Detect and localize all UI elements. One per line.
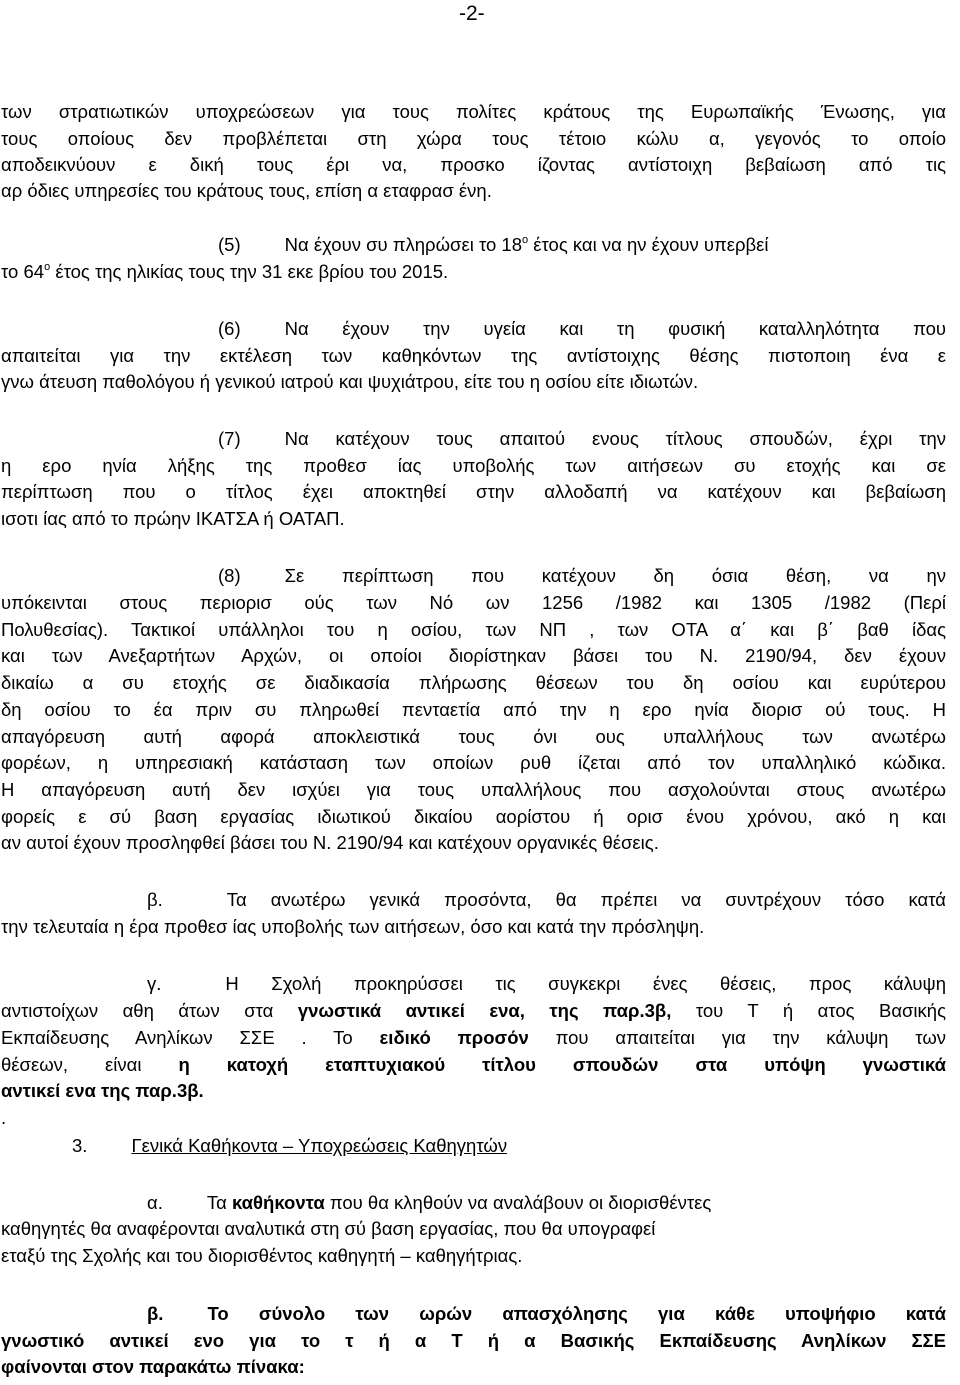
item-g-line: αντιστοίχων αθη άτων στα γνωστικά αντικεί ενα, της παρ.3β, του Τ ή ατος Βασικής [1,1000,946,1021]
item-6-line: απαιτείται για την εκτέλεση των καθηκόντων της αντίστοιχης θέσης πιστοποιη ένα ε [1,345,946,366]
item-b2-line: γνωστικό αντικεί ενο για το τ ή α Τ ή α Βασικής Εκπαίδευσης Ανηλίκων ΣΣΕ [1,1330,946,1351]
stray-dot: . [1,1107,7,1128]
item-6-number: (6) [218,318,241,339]
item-5-line: (5) Να έχουν συ πληρώσει το $18^o$ έτος και να ην έχουν υπερβεί [218,233,769,255]
item-8-line: αν αυτοί έχουν προσληφθεί βάσει του Ν. 2190/94 και κατέχουν οργανικές θέσεις. [1,832,659,853]
section-3-title: Γενικά Καθήκοντα – Υποχρεώσεις Καθηγητών [131,1135,508,1156]
item-8-line: φορείς ε σύ βαση εργασίας ιδιωτικού δικαίου αορίστου ή ορισ ένου χρόνου, ακό η και [1,806,946,827]
item-8-line: και των Ανεξαρτήτων Αρχών, οι οποίοι διορίστηκαν βάσει του Ν. 2190/94, δεν έχουν [1,645,946,666]
item-8-line: δικαίω α συ ετοχής σε διαδικασία πλήρωσης θέσεων του δη οσίου και ευρύτερου [1,672,946,693]
item-7-line: (7) Να κατέχουν τους απαιτού ενους τίτλους σπουδών, έχρι την [218,428,946,449]
item-7-line: περίπτωση που ο τίτλος έχει αποκτηθεί στην αλλοδαπή να κατέχουν και βεβαίωση [1,481,946,502]
item-8-line: φορέων, η υπηρεσιακή κατάσταση των οποίων ρυθ ίζεται από τον υπαλληλικό κώδικα. [1,752,946,773]
item-7-line: ισοτι ίας από το πρώην ΙΚΑΤΣΑ ή ΟΑΤΑΠ. [1,508,345,529]
item-8-number: (8) [218,565,241,586]
item-a-number: α. [147,1192,163,1213]
section-3-heading [1,1133,946,1159]
item-8-line: απαγόρευση αυτή αφορά αποκλειστικά τους όνι ους υπαλλήλους των ανωτέρω [1,726,946,747]
item-g-line: θέσεων, είναι η κατοχή εταπτυχιακού τίτλου σπουδών στα υπόψη γνωστικά [1,1054,947,1075]
item-5-line: το $64^o$ έτος της ηλικίας τους την 31 εκε βρίου του 2015. [1,260,449,282]
item-b2-line: β. Το σύνολο των ωρών απασχόλησης για κάθε υποψήφιο κατά [147,1303,946,1324]
item-b2-line: φαίνονται στον παρακάτω πίνακα: [1,1356,305,1377]
paragraph-line: τους οποίους δεν προβλέπεται στη χώρα τους τέτοιο κώλυ α, γεγονός το οποίο [1,128,946,149]
item-8-line: υπόκεινται στους περιορισ ούς των Νό ων 1256 /1982 και 1305 /1982 (Περί [1,592,946,613]
item-8-line: δη οσίου το έα πριν συ πληρωθεί πενταετία από την η ερο ηνία διορισ ού τους. Η [1,699,946,720]
item-8-line: Πολυθεσίας). Τακτικοί υπάλληλοι του η οσίου, των ΝΠ , των ΟΤΑ α΄ και β΄ βαθ ίδας [1,619,946,640]
item-6-line: (6) Να έχουν την υγεία και τη φυσική καταλληλότητα που [218,318,946,339]
section-3-number: 3. [72,1135,88,1156]
paragraph-line: αρ όδιες υπηρεσίες του κράτους τους, επίση α εταφρασ ένη. [1,180,492,201]
item-5-number: (5) [218,234,241,255]
paragraph-line: αποδεικνύουν ε δική τους έρι να, προσκο ίζοντας αντίστοιχη βεβαίωση από τις [1,154,946,175]
item-a-line: α. Τα καθήκοντα που θα κληθούν να αναλάβουν οι διορισθέντες [147,1192,712,1213]
item-b-line: β. Τα ανωτέρω γενικά προσόντα, θα πρέπει να συντρέχουν τόσο κατά [147,889,946,910]
item-8-line: (8) Σε περίπτωση που κατέχουν δη όσια θέση, να ην [218,565,946,586]
item-a-line: εταξύ της Σχολής και του διορισθέντος καθηγητή – καθηγήτριας. [1,1245,523,1266]
item-6-line: γνω άτευση παθολόγου ή γενικού ιατρού και ψυχιάτρου, είτε του η οσίου είτε ιδιωτών. [1,371,699,392]
item-g-line: Εκπαίδευσης Ανηλίκων ΣΣΕ . Το ειδικό προσόν που απαιτείται για την κάλυψη των [1,1027,947,1048]
item-b2-number: β. [147,1303,164,1324]
item-g-line: γ. Η Σχολή προκηρύσσει τις συγκεκρι ένες θέσεις, προς κάλυψη [147,973,946,994]
page-number: -2- [459,2,485,25]
paragraph-line: των στρατιωτικών υποχρεώσεων για τους πολίτες κράτους της Ευρωπαϊκής Ένωσης, για [1,101,946,122]
item-7-number: (7) [218,428,241,449]
item-b-number: β. [147,889,163,910]
item-b-line: την τελευταία η έρα προθεσ ίας υποβολής των αιτήσεων, όσο και κατά την πρόσληψη. [1,916,705,937]
item-g-line: αντικεί ενα της παρ.3β. [1,1080,204,1101]
item-7-line: η ερο ηνία λήξης της προθεσ ίας υποβολής των αιτήσεων συ ετοχής και σε [1,455,946,476]
item-a-line: καθηγητές θα αναφέρονται αναλυτικά στη σύ βαση εργασίας, που θα υπογραφεί [1,1218,656,1239]
item-g-number: γ. [147,973,162,994]
item-8-line: Η απαγόρευση αυτή δεν ισχύει για τους υπαλλήλους που ασχολούνται στους ανωτέρω [1,779,946,800]
